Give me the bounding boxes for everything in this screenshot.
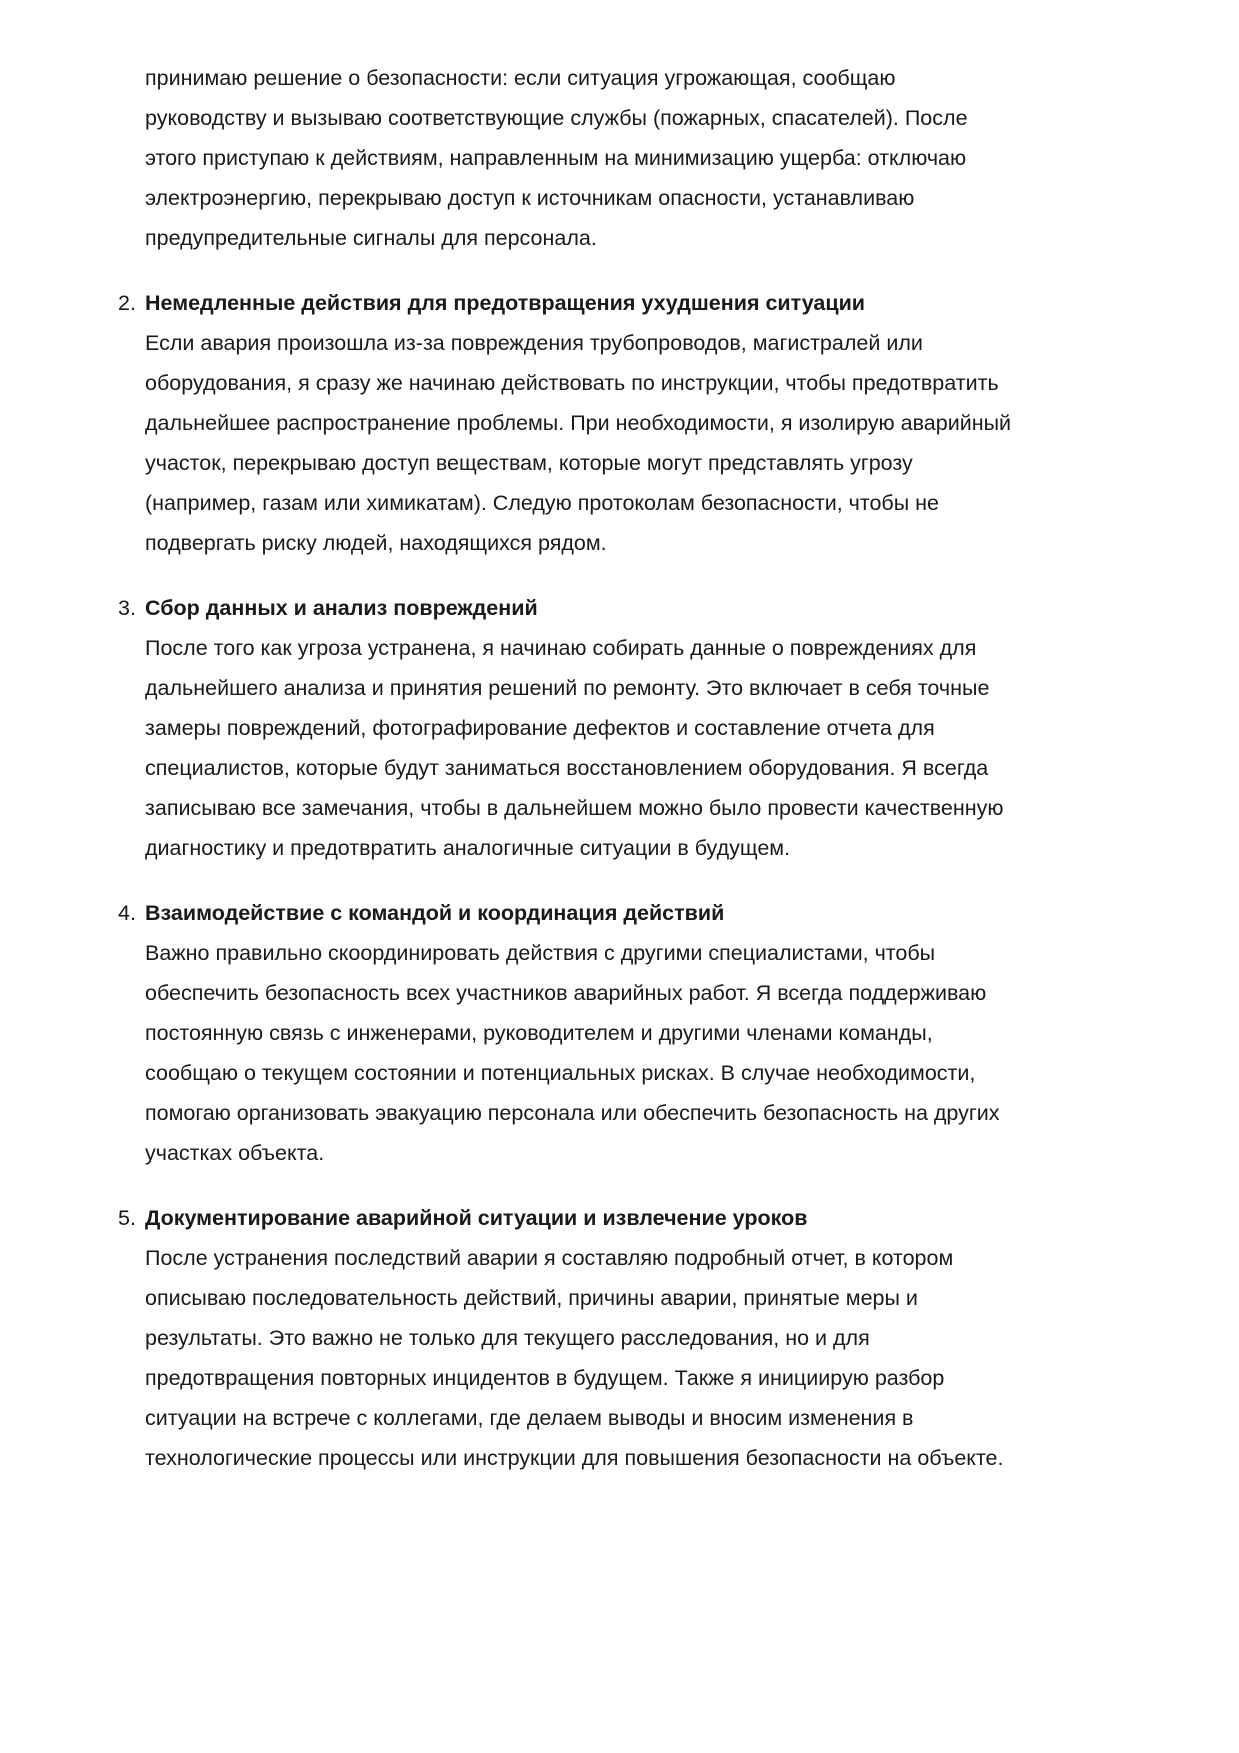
text-line: участках объекта.: [145, 1141, 325, 1165]
text-line: помогаю организовать эвакуацию персонала или обеспечить безопасность на других: [145, 1101, 1000, 1125]
text-line: технологические процессы или инструкции для повышения безопасности на объекте.: [145, 1446, 1004, 1470]
text-line: обеспечить безопасность всех участников аварийных работ. Я всегда поддерживаю: [145, 981, 987, 1005]
text-line: дальнейшего анализа и принятия решений по ремонту. Это включает в себя точные: [145, 676, 990, 700]
text-line: электроэнергию, перекрываю доступ к источникам опасности, устанавливаю: [145, 186, 915, 210]
text-line: ситуации на встрече с коллегами, где делаем выводы и вносим изменения в: [145, 1406, 914, 1430]
text-line: результаты. Это важно не только для текущего расследования, но и для: [145, 1326, 870, 1350]
text-line: замеры повреждений, фотографирование дефектов и составление отчета для: [145, 716, 935, 740]
text-line: Если авария произошла из-за повреждения трубопроводов, магистралей или: [145, 331, 923, 355]
list-number: 2.: [118, 291, 136, 315]
text-line: предупредительные сигналы для персонала.: [145, 226, 597, 250]
list-number: 3.: [118, 596, 136, 620]
item-title: Документирование аварийной ситуации и извлечение уроков: [145, 1206, 808, 1230]
item-title: Взаимодействие с командой и координация действий: [145, 901, 725, 925]
text-line: описываю последовательность действий, причины аварии, принятые меры и: [145, 1286, 918, 1310]
text-line: После устранения последствий аварии я составляю подробный отчет, в котором: [145, 1246, 954, 1270]
text-line: подвергать риску людей, находящихся рядом.: [145, 531, 607, 555]
list-item: [118, 283, 1239, 563]
text-line: диагностику и предотвратить аналогичные ситуации в будущем.: [145, 836, 791, 860]
list-item: [118, 588, 1239, 868]
list-item: [118, 1198, 1239, 1478]
text-line: принимаю решение о безопасности: если ситуация угрожающая, сообщаю: [145, 66, 896, 90]
text-line: После того как угроза устранена, я начинаю собирать данные о повреждениях для: [145, 636, 977, 660]
text-line: руководству и вызываю соответствующие службы (пожарных, спасателей). После: [145, 106, 968, 130]
text-line: специалистов, которые будут заниматься восстановлением оборудования. Я всегда: [145, 756, 989, 780]
text-line: записываю все замечания, чтобы в дальнейшем можно было провести качественную: [145, 796, 1004, 820]
text-line: участок, перекрываю доступ веществам, которые могут представлять угрозу: [145, 451, 913, 475]
text-line: постоянную связь с инженерами, руководителем и другими членами команды,: [145, 1021, 933, 1045]
text-line: (например, газам или химикатам). Следую протоколам безопасности, чтобы не: [145, 491, 939, 515]
text-line: дальнейшее распространение проблемы. При необходимости, я изолирую аварийный: [145, 411, 1012, 435]
document-page: [0, 58, 1239, 1478]
text-line: этого приступаю к действиям, направленным на минимизацию ущерба: отключаю: [145, 146, 967, 170]
numbered-list: [0, 283, 1239, 1478]
item-title: Сбор данных и анализ повреждений: [145, 596, 538, 620]
text-line: оборудования, я сразу же начинаю действовать по инструкции, чтобы предотвратить: [145, 371, 999, 395]
intro-paragraph: [145, 58, 1239, 258]
item-title: Немедленные действия для предотвращения ухудшения ситуации: [145, 291, 865, 315]
list-number: 4.: [118, 901, 136, 925]
list-number: 5.: [118, 1206, 136, 1230]
text-line: предотвращения повторных инцидентов в будущем. Также я инициирую разбор: [145, 1366, 945, 1390]
text-line: сообщаю о текущем состоянии и потенциальных рисках. В случае необходимости,: [145, 1061, 976, 1085]
text-line: Важно правильно скоординировать действия с другими специалистами, чтобы: [145, 941, 936, 965]
list-item: [118, 893, 1239, 1173]
